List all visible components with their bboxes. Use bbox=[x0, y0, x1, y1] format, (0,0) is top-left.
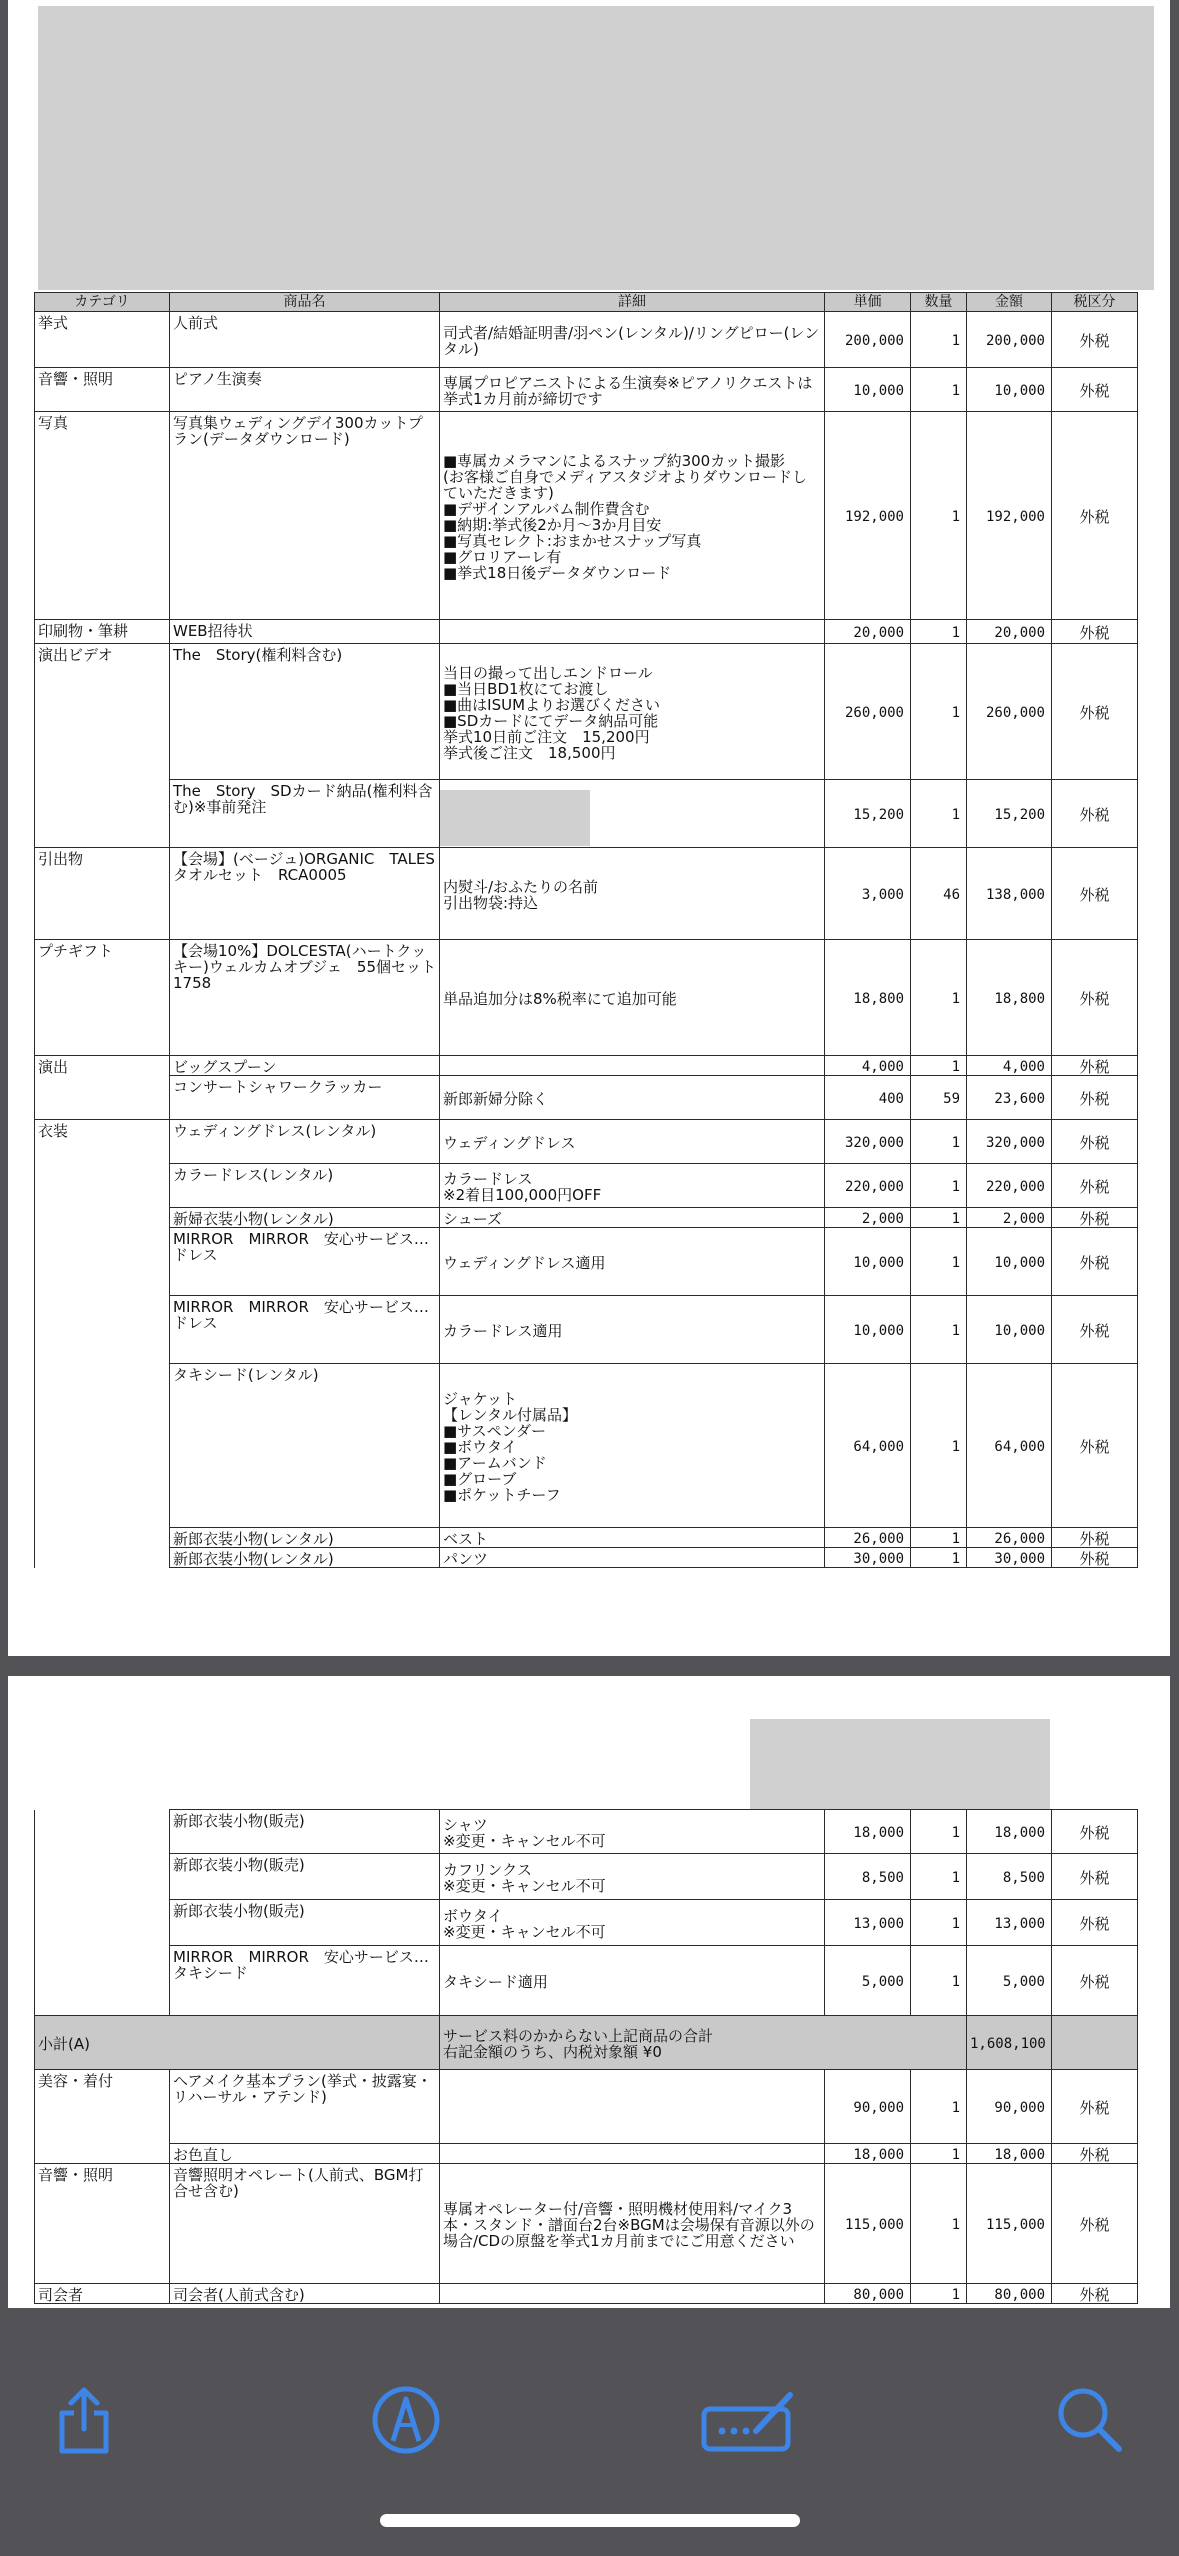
cell-detail: シャツ ※変更・キャンセル不可 bbox=[440, 1810, 825, 1854]
subtotal-tax-blank bbox=[1052, 2016, 1138, 2070]
markup-pen-icon bbox=[371, 2385, 441, 2455]
cell-tax-type: 外税 bbox=[1052, 1946, 1138, 2016]
table-row bbox=[35, 1900, 1138, 1946]
cell-amount: 10,000 bbox=[967, 1228, 1052, 1296]
cell-quantity: 1 bbox=[911, 2164, 967, 2284]
cell-amount: 5,000 bbox=[967, 1946, 1052, 2016]
cell-unit-price: 320,000 bbox=[825, 1120, 911, 1164]
cell-category: 引出物 bbox=[35, 848, 170, 940]
cell-quantity: 1 bbox=[911, 1548, 967, 1568]
quote-table-page-2 bbox=[34, 1809, 1138, 2304]
cell-quantity: 1 bbox=[911, 1528, 967, 1548]
cell-item-name: 人前式 bbox=[170, 312, 440, 368]
table-row bbox=[35, 412, 1138, 620]
cell-quantity: 1 bbox=[911, 620, 967, 644]
cell-quantity: 1 bbox=[911, 940, 967, 1056]
table-row bbox=[35, 780, 1138, 848]
cell-category bbox=[35, 1164, 170, 1208]
share-button[interactable] bbox=[44, 2380, 124, 2460]
subtotal-row bbox=[35, 2016, 1138, 2070]
cell-unit-price: 220,000 bbox=[825, 1164, 911, 1208]
cell-unit-price: 10,000 bbox=[825, 1228, 911, 1296]
cell-quantity: 1 bbox=[911, 1208, 967, 1228]
cell-item-name: ウェディングドレス(レンタル) bbox=[170, 1120, 440, 1164]
cell-detail: ウェディングドレス適用 bbox=[440, 1228, 825, 1296]
cell-item-name: 写真集ウェディングデイ300カットプラン(データダウンロード) bbox=[170, 412, 440, 620]
table-row bbox=[35, 1854, 1138, 1900]
redacted-header bbox=[750, 1719, 1050, 1809]
cell-detail: 専属オペレーター付/音響・照明機材使用料/マイク3本・スタンド・譜面台2台※BGMは会場保有音源以外の場合/CDの原盤を挙式1カ月前までにご用意ください bbox=[440, 2164, 825, 2284]
table-row bbox=[35, 312, 1138, 368]
cell-amount: 10,000 bbox=[967, 1296, 1052, 1364]
cell-category bbox=[35, 1528, 170, 1548]
cell-amount: 10,000 bbox=[967, 368, 1052, 412]
cell-quantity: 1 bbox=[911, 2070, 967, 2144]
cell-category: 印刷物・筆耕 bbox=[35, 620, 170, 644]
cell-quantity: 1 bbox=[911, 1810, 967, 1854]
table-header-row bbox=[35, 293, 1138, 312]
cell-category: 音響・照明 bbox=[35, 2164, 170, 2284]
header-amount: 金額 bbox=[967, 293, 1052, 312]
cell-detail: ジャケット 【レンタル付属品】 ■サスペンダー ■ボウタイ ■アームバンド ■グローブ ■ポケットチーフ bbox=[440, 1364, 825, 1528]
cell-unit-price: 18,800 bbox=[825, 940, 911, 1056]
cell-amount: 200,000 bbox=[967, 312, 1052, 368]
cell-tax-type: 外税 bbox=[1052, 620, 1138, 644]
cell-amount: 2,000 bbox=[967, 1208, 1052, 1228]
cell-tax-type: 外税 bbox=[1052, 1120, 1138, 1164]
cell-quantity: 1 bbox=[911, 1056, 967, 1076]
home-indicator[interactable] bbox=[380, 2514, 800, 2527]
table-row bbox=[35, 368, 1138, 412]
cell-item-name: ピアノ生演奏 bbox=[170, 368, 440, 412]
cell-tax-type: 外税 bbox=[1052, 780, 1138, 848]
signature-icon bbox=[700, 2385, 800, 2455]
cell-detail: 単品追加分は8%税率にて追加可能 bbox=[440, 940, 825, 1056]
header-tax-type: 税区分 bbox=[1052, 293, 1138, 312]
cell-amount: 18,000 bbox=[967, 2144, 1052, 2164]
cell-tax-type: 外税 bbox=[1052, 644, 1138, 780]
table-row bbox=[35, 620, 1138, 644]
cell-detail: シューズ bbox=[440, 1208, 825, 1228]
table-row bbox=[35, 2070, 1138, 2144]
cell-quantity: 59 bbox=[911, 1076, 967, 1120]
cell-detail bbox=[440, 2284, 825, 2304]
cell-category bbox=[35, 1208, 170, 1228]
cell-item-name: WEB招待状 bbox=[170, 620, 440, 644]
cell-unit-price: 30,000 bbox=[825, 1548, 911, 1568]
cell-unit-price: 10,000 bbox=[825, 368, 911, 412]
cell-amount: 80,000 bbox=[967, 2284, 1052, 2304]
cell-category: 音響・照明 bbox=[35, 368, 170, 412]
cell-tax-type: 外税 bbox=[1052, 2164, 1138, 2284]
cell-detail: カラードレス ※2着目100,000円OFF bbox=[440, 1164, 825, 1208]
cell-category bbox=[35, 1364, 170, 1528]
table-row bbox=[35, 1296, 1138, 1364]
cell-detail: カフリンクス ※変更・キャンセル不可 bbox=[440, 1854, 825, 1900]
cell-quantity: 1 bbox=[911, 1364, 967, 1528]
header-quantity: 数量 bbox=[911, 293, 967, 312]
cell-category bbox=[35, 2144, 170, 2164]
cell-amount: 138,000 bbox=[967, 848, 1052, 940]
cell-tax-type: 外税 bbox=[1052, 2070, 1138, 2144]
cell-category bbox=[35, 780, 170, 848]
search-icon bbox=[1055, 2385, 1125, 2455]
cell-category: 挙式 bbox=[35, 312, 170, 368]
cell-quantity: 1 bbox=[911, 1900, 967, 1946]
cell-tax-type: 外税 bbox=[1052, 1056, 1138, 1076]
cell-amount: 13,000 bbox=[967, 1900, 1052, 1946]
table-row bbox=[35, 1056, 1138, 1076]
cell-quantity: 1 bbox=[911, 644, 967, 780]
cell-detail: ボウタイ ※変更・キャンセル不可 bbox=[440, 1900, 825, 1946]
cell-unit-price: 15,200 bbox=[825, 780, 911, 848]
cell-unit-price: 20,000 bbox=[825, 620, 911, 644]
cell-item-name: MIRROR MIRROR 安心サービス…ドレス bbox=[170, 1228, 440, 1296]
header-category: カテゴリ bbox=[35, 293, 170, 312]
table-row bbox=[35, 1208, 1138, 1228]
cell-quantity: 1 bbox=[911, 1228, 967, 1296]
quote-table-page-1 bbox=[34, 292, 1138, 1568]
cell-item-name: 新郎衣装小物(販売) bbox=[170, 1900, 440, 1946]
signature-button[interactable] bbox=[700, 2380, 800, 2460]
cell-unit-price: 18,000 bbox=[825, 2144, 911, 2164]
redacted-header bbox=[38, 6, 1154, 290]
cell-quantity: 1 bbox=[911, 1854, 967, 1900]
search-button[interactable] bbox=[1050, 2380, 1130, 2460]
cell-item-name: 新婦衣装小物(レンタル) bbox=[170, 1208, 440, 1228]
cell-quantity: 1 bbox=[911, 780, 967, 848]
cell-category bbox=[35, 1810, 170, 1854]
cell-item-name: ビッグスプーン bbox=[170, 1056, 440, 1076]
table-row bbox=[35, 1528, 1138, 1548]
cell-detail: ■専属カメラマンによるスナップ約300カット撮影 (お客様ご自身でメディアスタジオよりダウンロードしていただきます) ■デザインアルバム制作費含む ■納期:挙式後2か月～3か月目安 ■写真セレクト:おまかせスナップ写真 ■グロリアーレ有 ■挙式18日後データダウンロード bbox=[440, 412, 825, 620]
cell-detail: ウェディングドレス bbox=[440, 1120, 825, 1164]
cell-tax-type: 外税 bbox=[1052, 2144, 1138, 2164]
cell-unit-price: 2,000 bbox=[825, 1208, 911, 1228]
cell-tax-type: 外税 bbox=[1052, 1228, 1138, 1296]
header-item-name: 商品名 bbox=[170, 293, 440, 312]
cell-unit-price: 80,000 bbox=[825, 2284, 911, 2304]
cell-category: プチギフト bbox=[35, 940, 170, 1056]
cell-detail: 当日の撮って出しエンドロール ■当日BD1枚にてお渡し ■曲はISUMよりお選びください ■SDカードにてデータ納品可能 挙式10日前ご注文 15,200円 挙式後ご注文 18,500円 bbox=[440, 644, 825, 780]
cell-detail bbox=[440, 620, 825, 644]
cell-unit-price: 64,000 bbox=[825, 1364, 911, 1528]
cell-tax-type: 外税 bbox=[1052, 1900, 1138, 1946]
cell-tax-type: 外税 bbox=[1052, 1810, 1138, 1854]
header-unit-price: 単価 bbox=[825, 293, 911, 312]
cell-tax-type: 外税 bbox=[1052, 1164, 1138, 1208]
table-row bbox=[35, 2284, 1138, 2304]
cell-item-name: MIRROR MIRROR 安心サービス…ドレス bbox=[170, 1296, 440, 1364]
cell-tax-type: 外税 bbox=[1052, 940, 1138, 1056]
cell-detail: カラードレス適用 bbox=[440, 1296, 825, 1364]
cell-category: 写真 bbox=[35, 412, 170, 620]
cell-quantity: 1 bbox=[911, 1164, 967, 1208]
cell-amount: 220,000 bbox=[967, 1164, 1052, 1208]
cell-unit-price: 192,000 bbox=[825, 412, 911, 620]
document-page-1 bbox=[8, 0, 1170, 1656]
cell-category bbox=[35, 1076, 170, 1120]
cell-item-name: MIRROR MIRROR 安心サービス…タキシード bbox=[170, 1946, 440, 2016]
cell-tax-type: 外税 bbox=[1052, 1296, 1138, 1364]
cell-item-name: カラードレス(レンタル) bbox=[170, 1164, 440, 1208]
table-row bbox=[35, 1548, 1138, 1568]
cell-detail bbox=[440, 780, 825, 848]
table-row bbox=[35, 1120, 1138, 1164]
cell-unit-price: 4,000 bbox=[825, 1056, 911, 1076]
cell-quantity: 1 bbox=[911, 312, 967, 368]
cell-item-name: 新郎衣装小物(販売) bbox=[170, 1810, 440, 1854]
table-row bbox=[35, 1228, 1138, 1296]
cell-quantity: 1 bbox=[911, 412, 967, 620]
table-row bbox=[35, 1164, 1138, 1208]
cell-item-name: The Story SDカード納品(権利料含む)※事前発注 bbox=[170, 780, 440, 848]
cell-tax-type: 外税 bbox=[1052, 1854, 1138, 1900]
cell-tax-type: 外税 bbox=[1052, 368, 1138, 412]
cell-item-name: 音響照明オペレート(人前式、BGM打合せ含む) bbox=[170, 2164, 440, 2284]
cell-amount: 18,000 bbox=[967, 1810, 1052, 1854]
cell-category bbox=[35, 1296, 170, 1364]
cell-detail: 新郎新婦分除く bbox=[440, 1076, 825, 1120]
subtotal-label: 小計(A) bbox=[35, 2016, 440, 2070]
cell-quantity: 1 bbox=[911, 1946, 967, 2016]
cell-amount: 260,000 bbox=[967, 644, 1052, 780]
table-row bbox=[35, 2164, 1138, 2284]
cell-amount: 64,000 bbox=[967, 1364, 1052, 1528]
markup-button[interactable] bbox=[366, 2380, 446, 2460]
cell-amount: 320,000 bbox=[967, 1120, 1052, 1164]
cell-category bbox=[35, 1900, 170, 1946]
table-row bbox=[35, 1810, 1138, 1854]
cell-detail: 司式者/結婚証明書/羽ペン(レンタル)/リングピロー(レンタル) bbox=[440, 312, 825, 368]
cell-tax-type: 外税 bbox=[1052, 1548, 1138, 1568]
cell-tax-type: 外税 bbox=[1052, 1528, 1138, 1548]
cell-category: 演出ビデオ bbox=[35, 644, 170, 780]
cell-category: 司会者 bbox=[35, 2284, 170, 2304]
cell-item-name: 新郎衣装小物(販売) bbox=[170, 1854, 440, 1900]
header-detail: 詳細 bbox=[440, 293, 825, 312]
cell-detail bbox=[440, 2070, 825, 2144]
table-row bbox=[35, 1364, 1138, 1528]
cell-amount: 26,000 bbox=[967, 1528, 1052, 1548]
cell-item-name: 新郎衣装小物(レンタル) bbox=[170, 1548, 440, 1568]
cell-amount: 23,600 bbox=[967, 1076, 1052, 1120]
redacted-detail bbox=[440, 790, 590, 846]
cell-detail bbox=[440, 1056, 825, 1076]
document-page-2 bbox=[8, 1676, 1170, 2308]
cell-quantity: 1 bbox=[911, 1120, 967, 1164]
table-row bbox=[35, 2144, 1138, 2164]
cell-amount: 4,000 bbox=[967, 1056, 1052, 1076]
cell-detail: タキシード適用 bbox=[440, 1946, 825, 2016]
cell-item-name: The Story(権利料含む) bbox=[170, 644, 440, 780]
cell-tax-type: 外税 bbox=[1052, 2284, 1138, 2304]
cell-quantity: 1 bbox=[911, 368, 967, 412]
cell-amount: 15,200 bbox=[967, 780, 1052, 848]
subtotal-detail: サービス料のかからない上記商品の合計 右記金額のうち、内税対象額 ¥0 bbox=[440, 2016, 967, 2070]
cell-tax-type: 外税 bbox=[1052, 312, 1138, 368]
cell-amount: 18,800 bbox=[967, 940, 1052, 1056]
cell-detail: 専属プロピアニストによる生演奏※ピアノリクエストは挙式1カ月前が締切です bbox=[440, 368, 825, 412]
cell-item-name: タキシード(レンタル) bbox=[170, 1364, 440, 1528]
cell-amount: 90,000 bbox=[967, 2070, 1052, 2144]
cell-tax-type: 外税 bbox=[1052, 1076, 1138, 1120]
cell-unit-price: 260,000 bbox=[825, 644, 911, 780]
cell-unit-price: 8,500 bbox=[825, 1854, 911, 1900]
cell-item-name: 新郎衣装小物(レンタル) bbox=[170, 1528, 440, 1548]
cell-item-name: 【会場】(ベージュ)ORGANIC TALES タオルセット RCA0005 bbox=[170, 848, 440, 940]
cell-category: 美容・着付 bbox=[35, 2070, 170, 2144]
cell-category bbox=[35, 1228, 170, 1296]
cell-tax-type: 外税 bbox=[1052, 848, 1138, 940]
cell-unit-price: 400 bbox=[825, 1076, 911, 1120]
cell-quantity: 1 bbox=[911, 1296, 967, 1364]
cell-amount: 30,000 bbox=[967, 1548, 1052, 1568]
cell-category: 演出 bbox=[35, 1056, 170, 1076]
cell-detail: 内熨斗/おふたりの名前 引出物袋:持込 bbox=[440, 848, 825, 940]
cell-category bbox=[35, 1854, 170, 1900]
cell-quantity: 1 bbox=[911, 2144, 967, 2164]
cell-tax-type: 外税 bbox=[1052, 412, 1138, 620]
cell-unit-price: 26,000 bbox=[825, 1528, 911, 1548]
cell-unit-price: 90,000 bbox=[825, 2070, 911, 2144]
cell-unit-price: 18,000 bbox=[825, 1810, 911, 1854]
cell-tax-type: 外税 bbox=[1052, 1364, 1138, 1528]
cell-amount: 115,000 bbox=[967, 2164, 1052, 2284]
share-icon bbox=[52, 2385, 116, 2455]
cell-unit-price: 200,000 bbox=[825, 312, 911, 368]
table-row bbox=[35, 1946, 1138, 2016]
cell-quantity: 46 bbox=[911, 848, 967, 940]
cell-item-name: 司会者(人前式含む) bbox=[170, 2284, 440, 2304]
cell-unit-price: 3,000 bbox=[825, 848, 911, 940]
cell-category bbox=[35, 1548, 170, 1568]
cell-detail bbox=[440, 2144, 825, 2164]
cell-item-name: コンサートシャワークラッカー bbox=[170, 1076, 440, 1120]
subtotal-amount: 1,608,100 bbox=[967, 2016, 1052, 2070]
cell-amount: 20,000 bbox=[967, 620, 1052, 644]
cell-unit-price: 13,000 bbox=[825, 1900, 911, 1946]
table-row bbox=[35, 644, 1138, 780]
cell-category: 衣装 bbox=[35, 1120, 170, 1164]
table-row bbox=[35, 940, 1138, 1056]
cell-amount: 8,500 bbox=[967, 1854, 1052, 1900]
cell-tax-type: 外税 bbox=[1052, 1208, 1138, 1228]
cell-item-name: ヘアメイク基本プラン(挙式・披露宴・リハーサル・アテンド) bbox=[170, 2070, 440, 2144]
cell-amount: 192,000 bbox=[967, 412, 1052, 620]
table-row bbox=[35, 1076, 1138, 1120]
cell-quantity: 1 bbox=[911, 2284, 967, 2304]
cell-unit-price: 10,000 bbox=[825, 1296, 911, 1364]
cell-unit-price: 5,000 bbox=[825, 1946, 911, 2016]
table-row bbox=[35, 848, 1138, 940]
cell-unit-price: 115,000 bbox=[825, 2164, 911, 2284]
cell-item-name: お色直し bbox=[170, 2144, 440, 2164]
cell-category bbox=[35, 1946, 170, 2016]
cell-detail: ベスト bbox=[440, 1528, 825, 1548]
cell-item-name: 【会場10%】DOLCESTA(ハートクッキー)ウェルカムオブジェ 55個セット 1758 bbox=[170, 940, 440, 1056]
cell-detail: パンツ bbox=[440, 1548, 825, 1568]
